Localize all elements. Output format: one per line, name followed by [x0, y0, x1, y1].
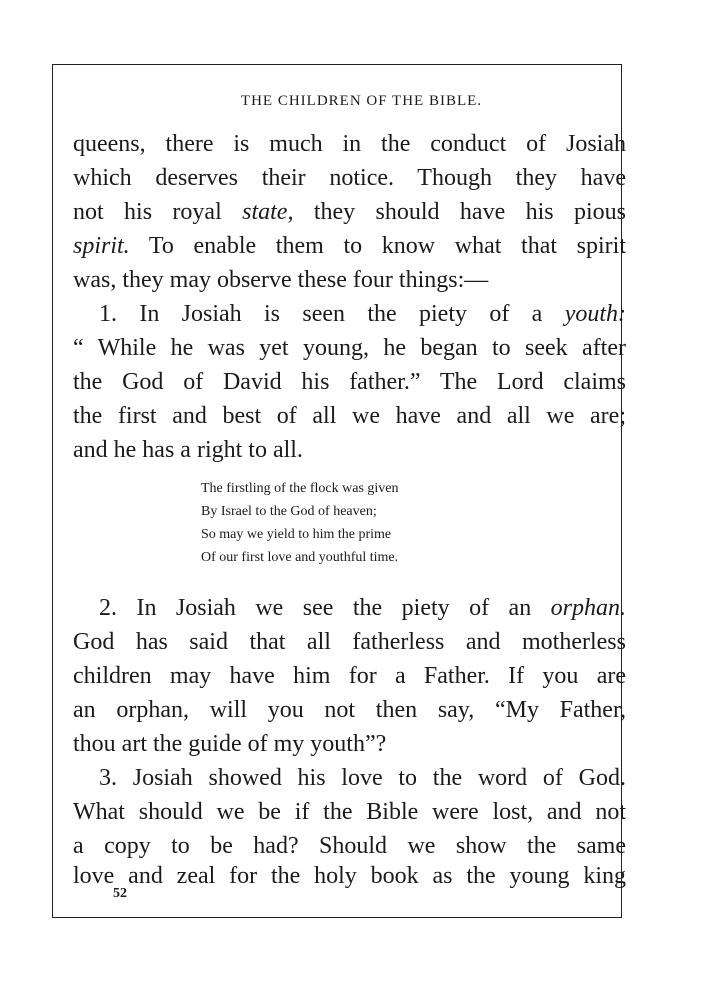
text-line: love and zeal for the holy book as the young king: [73, 863, 626, 889]
text-line: 3. Josiah showed his love to the word of God.: [99, 765, 626, 791]
text-span: not his royal: [73, 199, 243, 225]
text-line: [73, 200, 626, 224]
text-line: the God of David his father.” The Lord claims: [73, 369, 626, 395]
italic-word: youth:: [564, 301, 626, 327]
running-head: THE CHILDREN OF THE BIBLE.: [240, 93, 483, 109]
text-line: [73, 234, 626, 258]
text-line: [99, 302, 626, 326]
text-line: thou art the guide of my youth”?: [73, 731, 387, 757]
italic-word: spirit.: [73, 233, 130, 259]
text-line: an orphan, will you not then say, “My Father,: [73, 697, 626, 723]
text-line: [99, 596, 626, 620]
text-line: queens, there is much in the conduct of Josiah: [73, 131, 626, 157]
text-line: a copy to be had? Should we show the same: [73, 833, 626, 859]
text-span: 1. In Josiah is seen the piety of a: [99, 301, 565, 327]
text-span: To enable them to know what that spirit: [129, 233, 626, 259]
poem-line: Of our first love and youthful time.: [201, 550, 399, 565]
text-line: the first and best of all we have and all we are;: [73, 403, 626, 429]
text-line: God has said that all fatherless and motherless: [73, 629, 626, 655]
text-span: 2. In Josiah we see the piety of an: [99, 595, 551, 621]
italic-word: orphan.: [550, 595, 626, 621]
text-span: they should have his pious: [293, 199, 626, 225]
text-line: What should we be if the Bible were lost, and not: [73, 799, 626, 825]
poem-line: By Israel to the God of heaven;: [201, 504, 377, 519]
page-number: 52: [113, 886, 127, 901]
italic-word: state,: [242, 199, 294, 225]
text-line: “ While he was yet young, he began to seek after: [73, 335, 626, 361]
text-line: which deserves their notice. Though they have: [73, 165, 626, 191]
text-line: children may have him for a Father. If you are: [73, 663, 626, 689]
poem-line: The firstling of the flock was given: [201, 481, 399, 496]
poem-line: So may we yield to him the prime: [201, 527, 392, 542]
text-line: was, they may observe these four things:—: [73, 267, 489, 293]
text-line: and he has a right to all.: [73, 437, 303, 463]
